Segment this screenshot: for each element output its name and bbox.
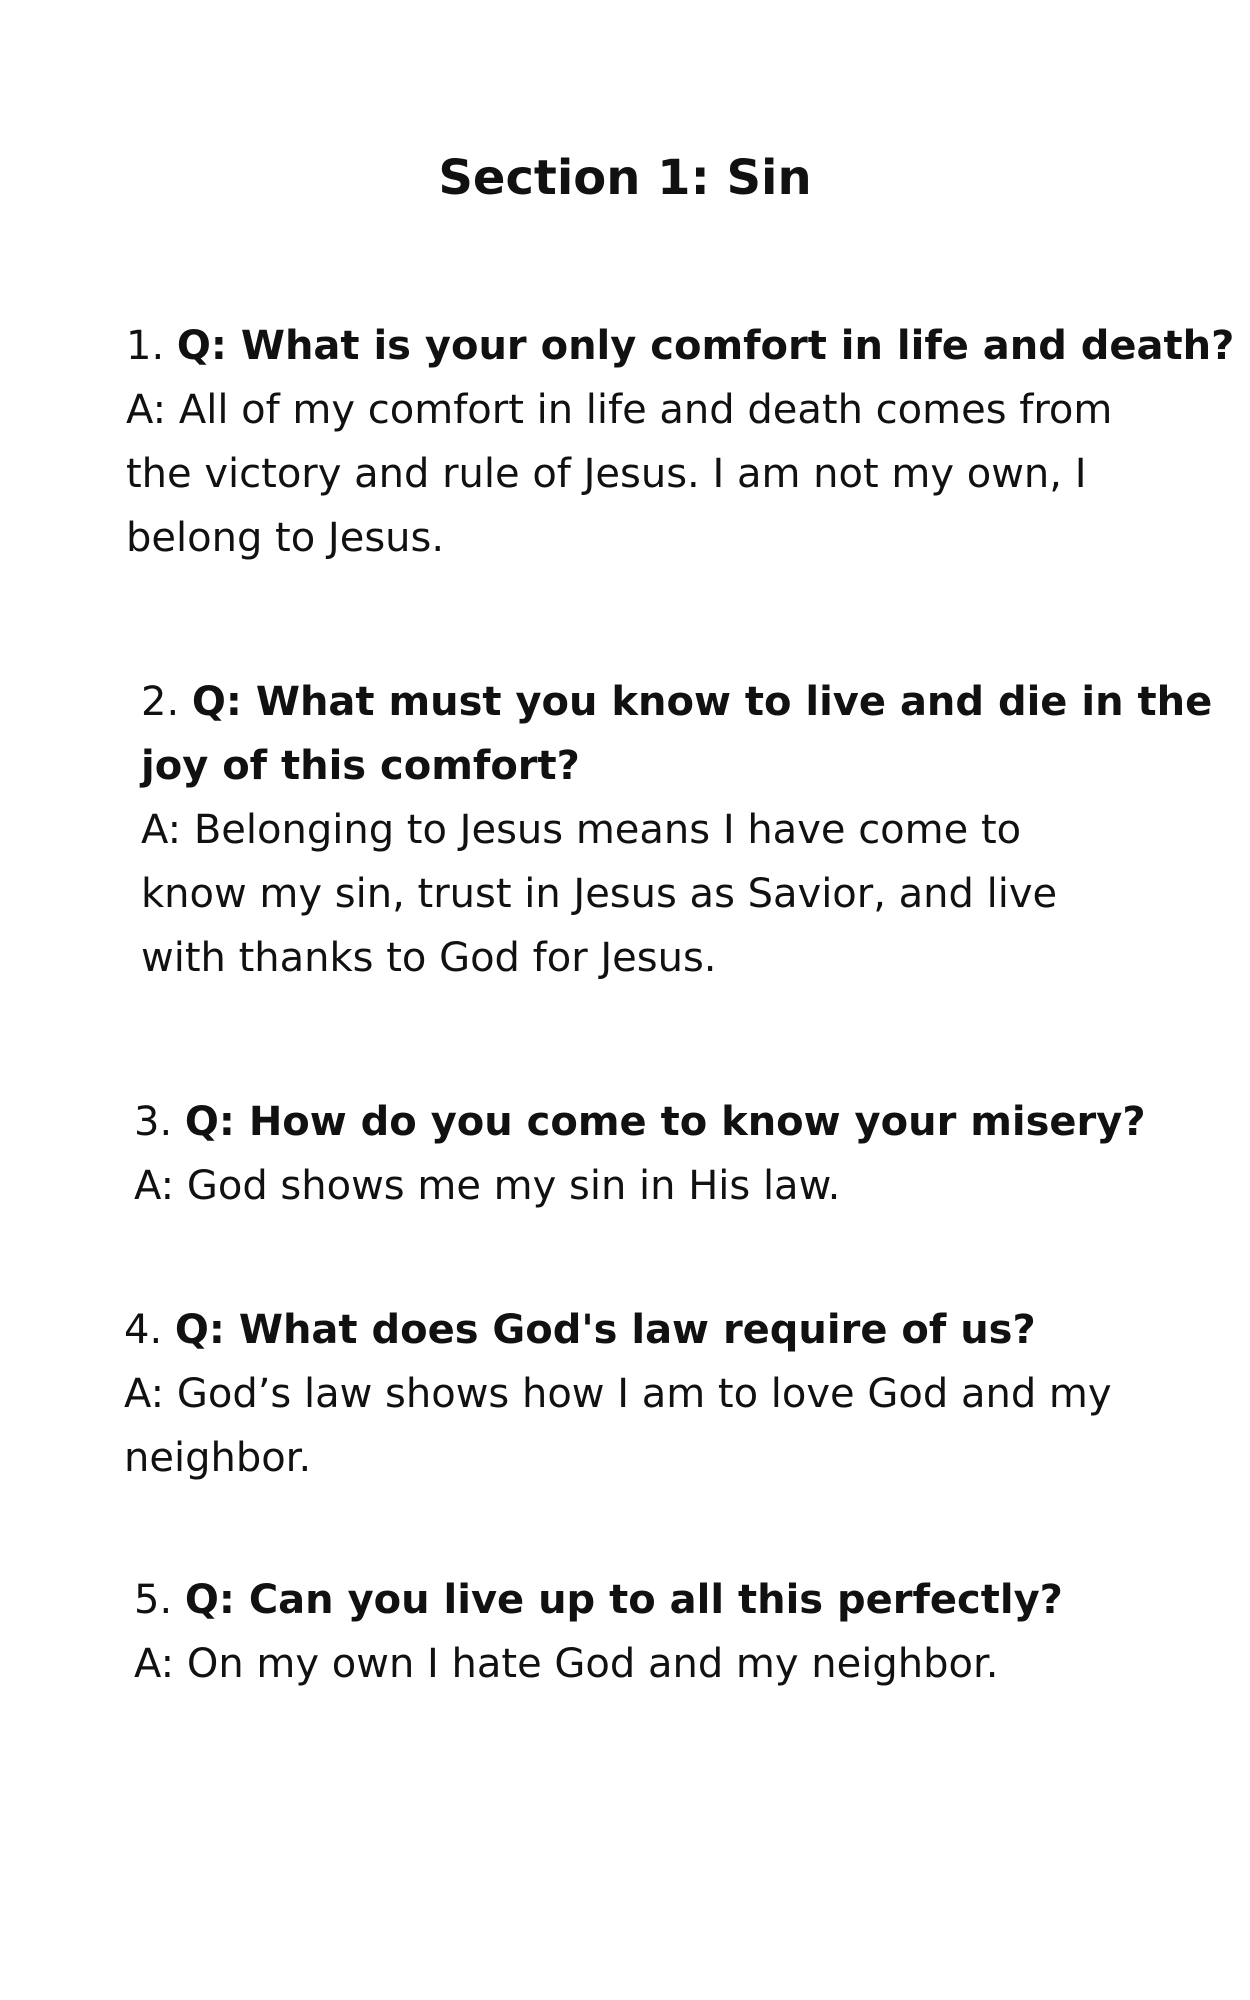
question-text: Q: What is your only comfort in life and death? (176, 323, 1235, 369)
answer-line: A: God’s law shows how I am to love God and my (124, 1371, 1112, 1417)
question-text: Q: What must you know to live and die in the (191, 679, 1213, 725)
item-number: 2. (141, 679, 180, 725)
question-text: joy of this comfort? (141, 743, 580, 789)
question-text: Q: Can you live up to all this perfectly? (184, 1577, 1063, 1623)
question-line (134, 1090, 1146, 1154)
question-text: Q: How do you come to know your misery? (184, 1099, 1146, 1145)
item-number: 1. (126, 323, 165, 369)
answer-line: A: On my own I hate God and my neighbor. (134, 1641, 999, 1687)
item-number: 3. (134, 1099, 173, 1145)
section-title: Section 1: Sin (438, 150, 812, 206)
qa-item-1 (126, 314, 1234, 570)
qa-item-2 (141, 670, 1212, 990)
answer-line: A: God shows me my sin in His law. (134, 1163, 841, 1209)
answer-line: know my sin, trust in Jesus as Savior, and live (141, 871, 1058, 917)
answer-line: neighbor. (124, 1435, 312, 1481)
question-line (141, 670, 1212, 734)
qa-item-3 (134, 1090, 1146, 1218)
qa-item-5 (134, 1568, 1063, 1696)
answer-line: the victory and rule of Jesus. I am not my own, I (126, 451, 1087, 497)
item-number: 5. (134, 1577, 173, 1623)
question-line (134, 1568, 1063, 1632)
question-text: Q: What does God's law require of us? (174, 1307, 1036, 1353)
question-line (124, 1298, 1112, 1362)
qa-item-4 (124, 1298, 1112, 1490)
answer-line: A: Belonging to Jesus means I have come to (141, 807, 1022, 853)
item-number: 4. (124, 1307, 163, 1353)
answer-line: belong to Jesus. (126, 515, 445, 561)
answer-line: with thanks to God for Jesus. (141, 935, 717, 981)
question-line (126, 314, 1234, 378)
answer-line: A: All of my comfort in life and death comes from (126, 387, 1113, 433)
